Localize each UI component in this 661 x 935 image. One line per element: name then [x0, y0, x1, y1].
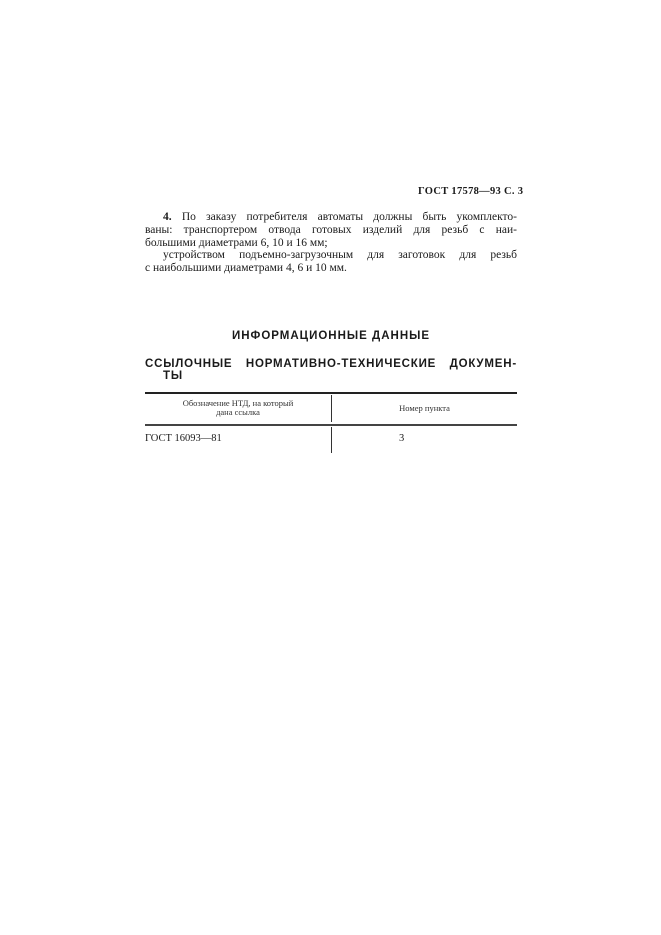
cell-designation: ГОСТ 16093—81	[145, 433, 222, 444]
paragraph-device-line-1: устройством подъемно-загрузочным для заготовок для резьб	[163, 249, 517, 262]
header-designation-line: дана ссылка	[216, 407, 260, 417]
paragraph-4-line-1: 4. По заказу потребителя автоматы должны быть укомплекто-	[163, 211, 518, 223]
header-designation-line: Обозначение НТД, на который	[182, 398, 294, 408]
subtitle-line-1	[145, 358, 517, 370]
section-title: ИНФОРМАЦИОННЫЕ ДАННЫЕ	[231, 330, 431, 342]
table-top-rule	[145, 392, 517, 394]
paragraph-4-line-3: большими диаметрами 6, 10 и 16 мм;	[145, 236, 328, 249]
header-designation	[145, 399, 331, 417]
subtitle-word: ССЫЛОЧНЫЕ	[145, 358, 233, 370]
section-subtitle	[145, 358, 517, 382]
body-text	[145, 211, 517, 275]
cell-clause: 3	[399, 433, 405, 444]
paragraph-device-line-2: с наибольшими диаметрами 4, 6 и 10 мм.	[145, 262, 347, 275]
subtitle-line-2: ТЫ	[163, 370, 183, 382]
subtitle-word: ДОКУМЕН-	[449, 358, 517, 370]
running-head: ГОСТ 17578—93 С. 3	[418, 186, 524, 197]
header-clause-number: Номер пункта	[399, 403, 450, 413]
subtitle-word: НОРМАТИВНО-ТЕХНИЧЕСКИЕ	[245, 358, 437, 370]
paragraph-4-line-2: ваны: транспортером отвода готовых изделий для резьб с наи-	[145, 223, 517, 236]
paragraph-number: 4.	[163, 211, 172, 223]
table-header-rule	[145, 424, 517, 426]
table-column-divider	[331, 427, 332, 453]
